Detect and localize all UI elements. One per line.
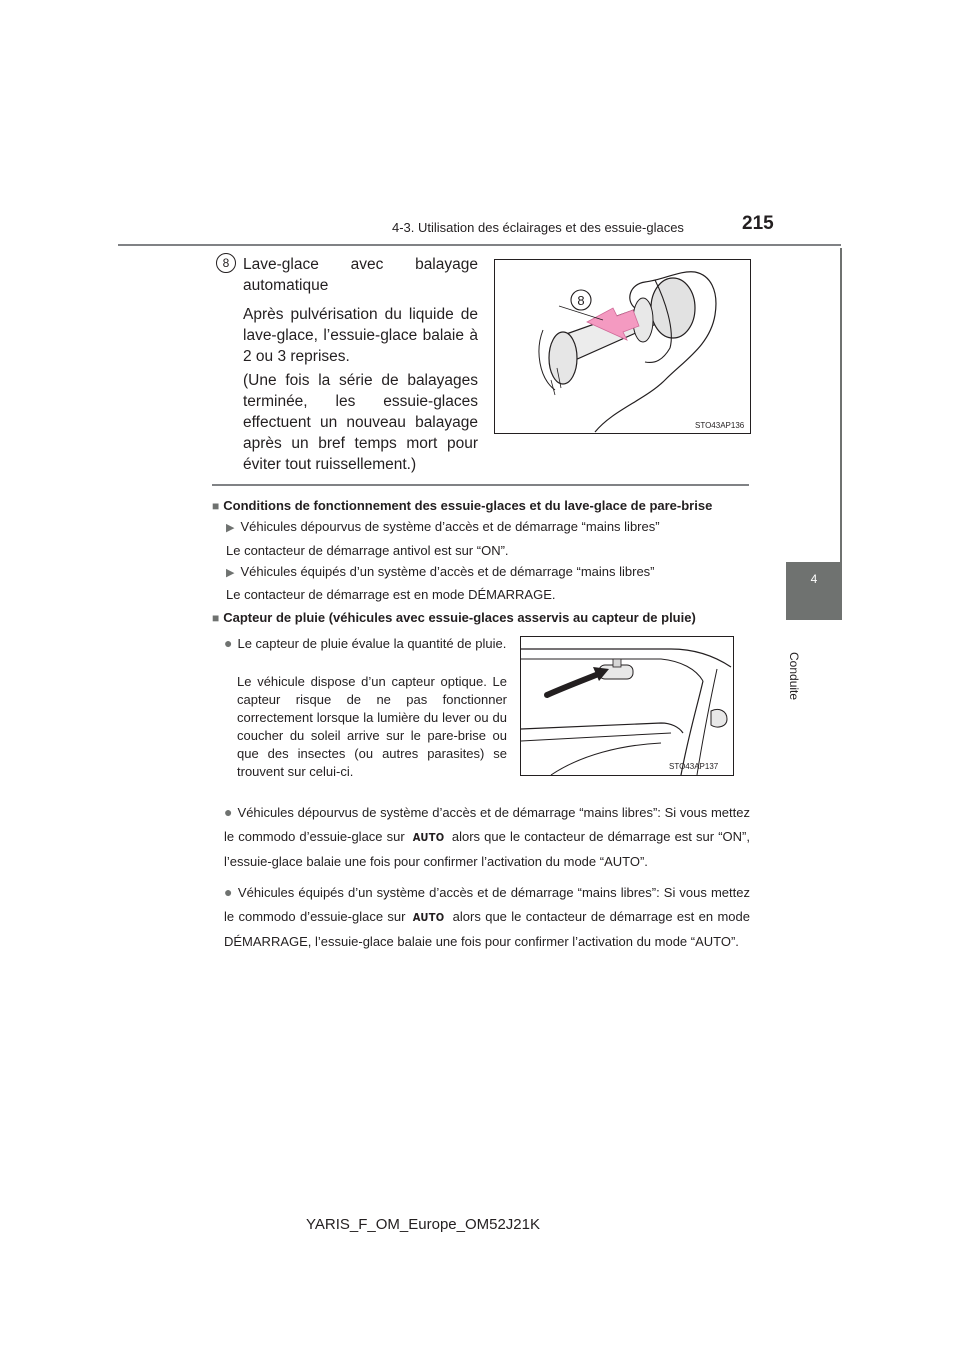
auto-mode-icon: AUTO [413, 911, 445, 924]
auto-mode-icon: AUTO [412, 831, 445, 844]
wiper-lever-illustration [495, 260, 750, 433]
chapter-number: 4 [810, 572, 818, 586]
dot-bullet-icon: ● [224, 804, 233, 820]
item-number-circle: 8 [216, 253, 236, 273]
triangle-bullet-icon: ▶ [226, 522, 235, 534]
side-tab-rule [840, 248, 842, 562]
dot-bullet-icon: ● [224, 635, 233, 651]
rain-bullet2: ● Véhicules dépourvus de système d’accès et de démarrage “mains libres”: Si vous mettez le commodo d’essuie-glace sur AUTO alors que le contacteur de démarrage est sur “ON”, l’essuie-glace balaie une fois pour confirmer l’activation du mode “AUTO”. [224, 804, 750, 869]
chapter-label: Conduite [787, 652, 801, 701]
figure1-code: STO43AP136 [695, 421, 745, 430]
rain-bullet1-body: Le véhicule dispose d’un capteur optique. Le capteur risque de ne pas fonctionner correctement lorsque la lumière du lever ou du coucher du soleil arrive sur le pare-brise ou que des insectes (ou autres parasites) se trouvent sur celui-ci. [237, 674, 507, 779]
figure2-code: STO43AP137 [669, 762, 719, 771]
figure-wiper-lever [494, 259, 751, 434]
header-rule [118, 244, 841, 246]
conditions-case2-text: Le contacteur de démarrage est en mode DÉMARRAGE. [226, 587, 556, 602]
rain-sensor-heading: ■ Capteur de pluie (véhicules avec essuie-glaces asservis au capteur de pluie) [212, 610, 696, 625]
item8-body1: Après pulvérisation du liquide de lave-glace, l’essuie-glace balaie à 2 ou 3 reprises. [243, 306, 478, 365]
section-separator [212, 484, 749, 486]
chapter-label-wrap [785, 652, 807, 732]
rain-sensor-illustration [521, 637, 733, 775]
page-number: 215 [742, 213, 774, 234]
chapter-tab [786, 562, 842, 620]
square-bullet-icon: ■ [212, 499, 220, 513]
conditions-case2-label: ▶ Véhicules équipés d’un système d’accès et de démarrage “mains libres” [226, 564, 655, 579]
rain-bullet3: ● Véhicules équipés d’un système d’accès et de démarrage “mains libres”: Si vous mettez le commodo d’essuie-glace sur AUTO alors que le contacteur de démarrage est en mode DÉMARRAGE, l’essuie-glace balaie une fois pour confirmer l’activation du mode “AUTO”. [224, 884, 750, 949]
conditions-case1-label: ▶ Véhicules dépourvus de système d’accès et de démarrage “mains libres” [226, 519, 660, 534]
section-title: 4-3. Utilisation des éclairages et des essuie-glaces [392, 220, 684, 235]
document-id: YARIS_F_OM_Europe_OM52J21K [306, 1216, 541, 1233]
triangle-bullet-icon: ▶ [226, 567, 235, 579]
figure1-callout: 8 [577, 293, 585, 308]
item8-body2: (Une fois la série de balayages terminée, les essuie-glaces effectuent un nouveau balayage après un bref temps mort pour éviter tout ruissellement.) [243, 372, 478, 473]
dot-bullet-icon: ● [224, 884, 233, 900]
conditions-case1-text: Le contacteur de démarrage antivol est sur “ON”. [226, 543, 509, 558]
square-bullet-icon: ■ [212, 611, 220, 625]
conditions-heading: ■ Conditions de fonctionnement des essuie-glaces et du lave-glace de pare-brise [212, 498, 713, 513]
figure-rain-sensor [520, 636, 734, 776]
rain-bullet1-title: ● Le capteur de pluie évalue la quantité de pluie. [224, 635, 507, 651]
item8-title: Lave-glace avec balayage automatique [243, 256, 478, 294]
